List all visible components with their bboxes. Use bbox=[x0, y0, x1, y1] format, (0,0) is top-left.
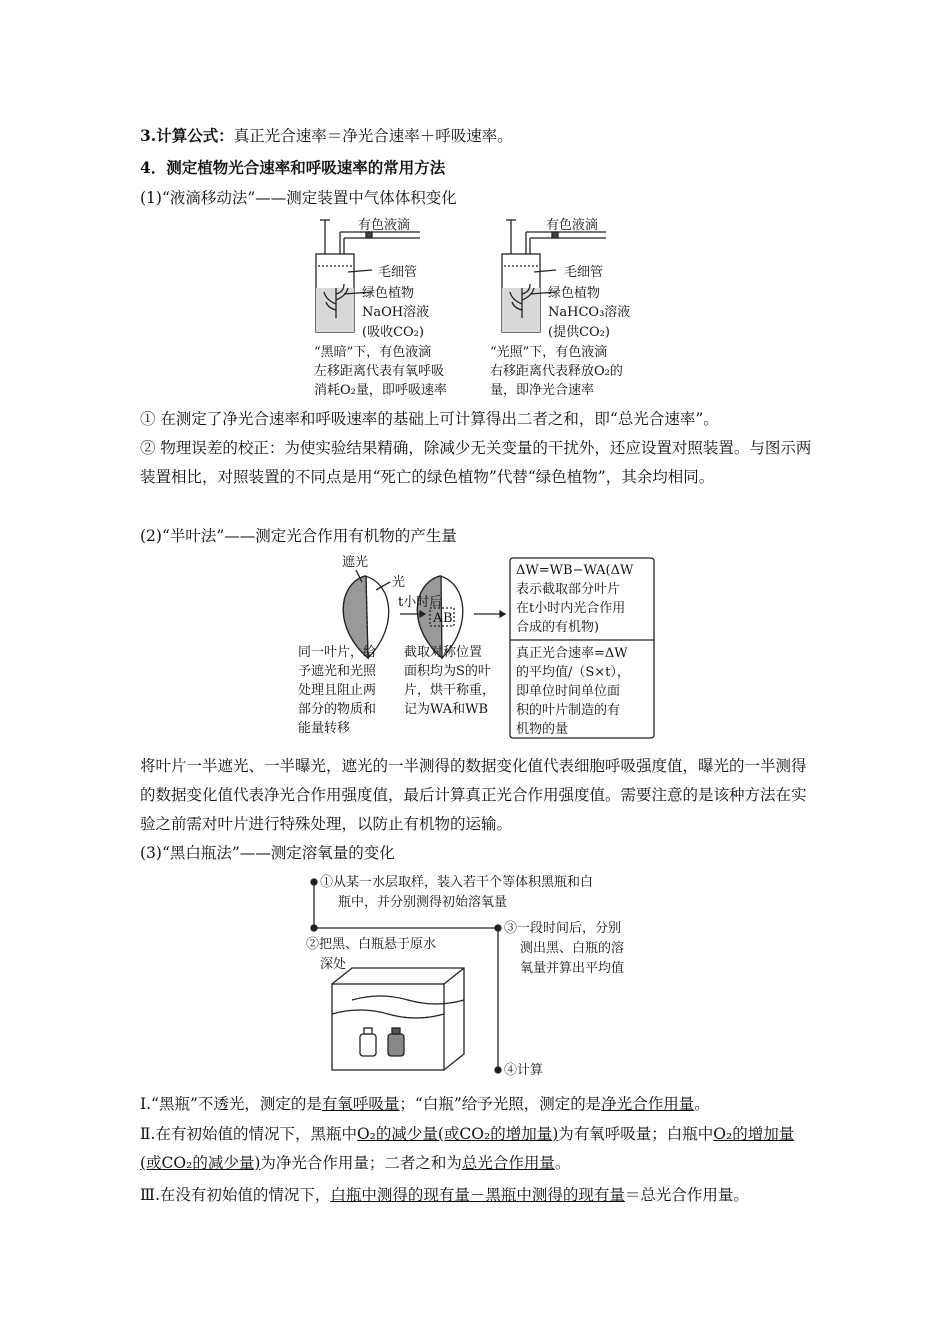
left-text-1: 同一叶片，给 bbox=[298, 645, 377, 660]
box-text-7: 即单位时间单位面 bbox=[516, 684, 621, 699]
shade-label: 遮光 bbox=[342, 555, 369, 570]
result-1-end: 。 bbox=[694, 1095, 710, 1113]
result-1-u1: 有氧呼吸量 bbox=[321, 1095, 400, 1113]
left-text-3: 处理且阻止两 bbox=[298, 683, 377, 698]
result-1-u2: 净光合作用量 bbox=[601, 1095, 695, 1113]
right-caption-3: 量，即净光合速率 bbox=[490, 383, 595, 398]
step-2-line-1: ②把黑、白瓶悬于原水 bbox=[306, 937, 437, 952]
formula-text: 真正光合速率＝净光合速率＋呼吸速率。 bbox=[233, 127, 513, 145]
box-text-4: 合成的有机物) bbox=[516, 620, 600, 635]
right-drop-label: 有色液滴 bbox=[546, 218, 599, 233]
right-caption-1: “光照”下，有色液滴 bbox=[490, 345, 608, 360]
step-1-line-1: ①从某一水层取样，装入若干个等体积黑瓶和白 bbox=[320, 875, 594, 890]
right-plant-label: 绿色植物 bbox=[548, 286, 601, 301]
left-caption-1: “黑暗”下，有色液滴 bbox=[314, 345, 432, 360]
half-leaf-figure bbox=[0, 548, 950, 748]
formula-line bbox=[140, 125, 513, 147]
result-1-pre: Ⅰ.“黑瓶”不透光，测定的是 bbox=[140, 1095, 322, 1113]
result-2 bbox=[140, 1120, 812, 1178]
formula-title: 计算公式： bbox=[156, 126, 234, 145]
mid-text-2: 面积均为S的叶 bbox=[404, 664, 491, 679]
result-1-mid: ；“白瓶”给予光照，测定的是 bbox=[399, 1095, 602, 1113]
liquid-drop-figure bbox=[0, 208, 950, 408]
result-1 bbox=[140, 1093, 710, 1115]
method-3-heading: (3)“黑白瓶法”——测定溶氧量的变化 bbox=[140, 844, 395, 862]
result-2-u3: 总光合作用量 bbox=[461, 1154, 555, 1172]
mid-text-1: 截取对称位置 bbox=[404, 645, 483, 660]
result-2-end: 。 bbox=[554, 1154, 571, 1172]
box-text-3: 在t小时内光合作用 bbox=[516, 601, 626, 616]
method-2-heading: (2)“半叶法”——测定光合作用有机物的产生量 bbox=[140, 527, 457, 545]
left-plant-label: 绿色植物 bbox=[362, 286, 415, 301]
result-3-pre: Ⅲ.在没有初始值的情况下， bbox=[140, 1186, 331, 1204]
method-1-note-2: ② 物理误差的校正：为使实验结果精确，除减少无关变量的干扰外，还应设置对照装置。与图示两装置相比，对照装置的不同点是用“死亡的绿色植物”代替“绿色植物”，其余均相同。 bbox=[140, 439, 812, 486]
box-text-8: 积的叶片制造的有 bbox=[516, 703, 621, 718]
step-4-label: ④计算 bbox=[504, 1063, 544, 1078]
left-caption-3: 消耗O₂量，即呼吸速率 bbox=[314, 383, 447, 398]
result-3-u1: 白瓶中测得的现有量－黑瓶中测得的现有量 bbox=[330, 1186, 625, 1204]
left-drop-label: 有色液滴 bbox=[358, 218, 411, 233]
step-3-line-3: 氧量并算出平均值 bbox=[520, 961, 625, 976]
left-text-2: 予遮光和光照 bbox=[298, 664, 377, 679]
left-text-5: 能量转移 bbox=[298, 721, 351, 736]
method-1-note-1: ① 在测定了净光合速率和呼吸速率的基础上可计算得出二者之和，即“总光合速率”。 bbox=[140, 410, 719, 428]
result-2-pre: Ⅱ.在有初始值的情况下，黑瓶中 bbox=[140, 1125, 357, 1143]
b-label: B bbox=[443, 611, 453, 626]
mid-text-3: 片，烘干称重， bbox=[404, 683, 496, 698]
light-label: 光 bbox=[392, 575, 406, 590]
result-2-mid2: 为净光合作用量；二者之和为 bbox=[260, 1154, 462, 1172]
box-text-6: 的平均值/（S×t）， bbox=[516, 665, 630, 680]
left-solution-label: NaOH溶液 bbox=[362, 305, 430, 320]
hours-label: t小时后 bbox=[398, 595, 443, 610]
right-solution-label: NaHCO₃溶液 bbox=[548, 305, 631, 320]
box-text-2: 表示截取部分叶片 bbox=[516, 582, 621, 597]
result-3 bbox=[140, 1184, 749, 1206]
right-caption-2: 右移距离代表释放O₂的 bbox=[490, 364, 623, 379]
left-note-label: (吸收CO₂) bbox=[362, 325, 424, 340]
method-1-heading: (1)“液滴移动法”——测定装置中气体体积变化 bbox=[140, 189, 457, 207]
right-capillary-label: 毛细管 bbox=[564, 265, 604, 280]
left-text-4: 部分的物质和 bbox=[298, 702, 377, 717]
step-2-line-2: 深处 bbox=[320, 957, 347, 972]
step-3-line-1: ③一段时间后，分别 bbox=[504, 921, 622, 936]
right-note-label: (提供CO₂) bbox=[548, 325, 610, 340]
a-label: A bbox=[433, 611, 443, 626]
box-text-9: 机物的量 bbox=[516, 722, 569, 737]
result-2-u1: O₂的减少量(或CO₂的增加量) bbox=[356, 1125, 559, 1143]
result-2-u2: O₂的增加量(或CO₂的减少量) bbox=[140, 1125, 795, 1172]
mid-text-4: 记为WA和WB bbox=[404, 702, 489, 717]
step-1-line-2: 瓶中，并分别测得初始溶氧量 bbox=[338, 895, 508, 910]
method-2-paragraph: 将叶片一半遮光、一半曝光，遮光的一半测得的数据变化值代表细胞呼吸强度值，曝光的一半测得的数据变化值代表净光合作用强度值，最后计算真正光合作用强度值。需要注意的是该种方法在实验之前需对叶片进行特殊处理，以防止有机物的运输。 bbox=[140, 757, 807, 833]
result-2-mid: 为有氧呼吸量；白瓶中 bbox=[558, 1125, 714, 1143]
left-caption-2: 左移距离代表有氧呼吸 bbox=[314, 364, 445, 379]
step-3-line-2: 测出黑、白瓶的溶 bbox=[520, 941, 625, 956]
section-4-title: 4．测定植物光合速率和呼吸速率的常用方法 bbox=[140, 158, 446, 177]
left-capillary-label: 毛细管 bbox=[378, 265, 418, 280]
bottle-method-figure bbox=[0, 864, 950, 1084]
box-text-1: ΔW=WB−WA(ΔW bbox=[516, 563, 634, 578]
box-text-5: 真正光合速率=ΔW bbox=[516, 646, 628, 661]
formula-num: 3. bbox=[140, 126, 157, 145]
result-3-end: ＝总光合作用量。 bbox=[624, 1186, 749, 1204]
